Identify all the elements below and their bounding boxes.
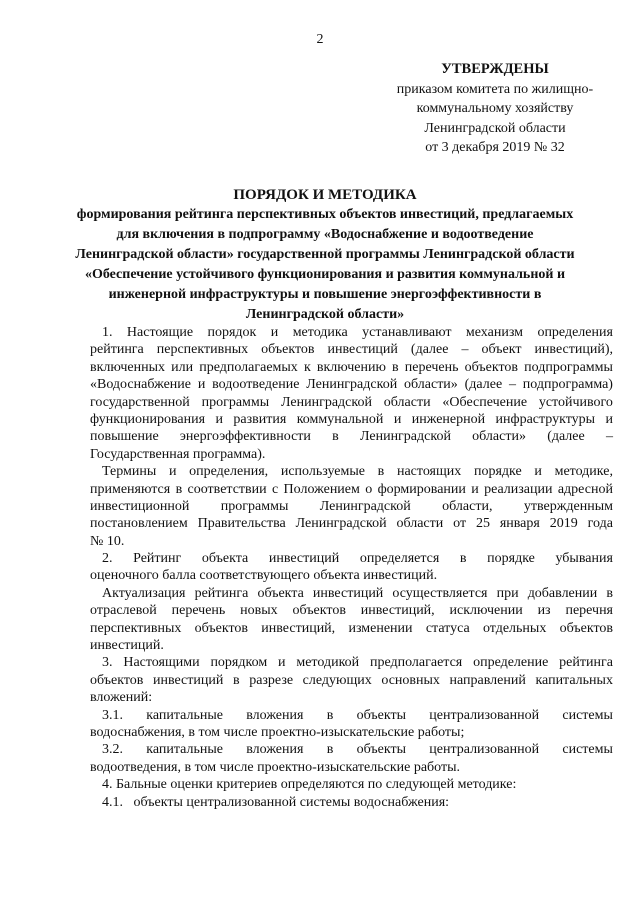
paragraph-line: № 10.: [90, 533, 125, 549]
paragraph-line: постановлением Правительства Ленинградской области от 25 января 2019 года: [90, 516, 613, 532]
title-line: Ленинградской области» государственной программы Ленинградской области: [75, 247, 575, 262]
paragraph: [90, 585, 613, 655]
paragraph-line: 4.1. объекты централизованной системы водоснабжения:: [102, 794, 450, 810]
paragraph-line: 3.1. капитальные вложения в объекты централизованной системы: [102, 707, 613, 723]
paragraph-line: 2. Рейтинг объекта инвестиций определяется в порядке убывания: [102, 551, 613, 567]
title-main: ПОРЯДОК И МЕТОДИКА: [233, 187, 417, 203]
approval-line: Ленинградской области: [424, 120, 566, 136]
page-number: 2: [316, 32, 324, 47]
title-line: Ленинградской области»: [245, 307, 405, 322]
paragraph: [90, 550, 613, 585]
approval-line: приказом комитета по жилищно-: [396, 81, 594, 97]
paragraph: [90, 707, 613, 742]
title-line: для включения в подпрограмму «Водоснабжение и водоотведение: [116, 227, 534, 242]
paragraph-line: вложений:: [90, 690, 153, 706]
paragraph: [90, 794, 613, 811]
paragraph-line: водоснабжения, в том числе проектно-изыскательские работы;: [90, 724, 465, 740]
paragraph: [90, 776, 613, 793]
paragraph: [90, 324, 613, 463]
paragraph-line: применяются в соответствии с Положением о формировании и реализации адресной: [90, 481, 613, 497]
paragraph-line: инвестиций.: [90, 638, 164, 654]
paragraph-line: оценочного балла соответствующего объекта инвестиций.: [90, 568, 438, 584]
paragraph-line: Государственная программа).: [90, 446, 266, 462]
title-line: «Обеспечение устойчивого функционирования и развития коммунальной и: [84, 267, 566, 282]
paragraph-line: «Водоснабжение и водоотведение Ленинградской области» (далее – подпрограмма): [90, 377, 613, 393]
paragraph-line: включенных или предполагаемых к включению в перечень объектов подпрограммы: [90, 359, 613, 375]
paragraph-line: отраслевой перечень новых объектов инвестиций, исключении из перечня: [90, 603, 613, 619]
paragraph-line: 4. Бальные оценки критериев определяются по следующей методике:: [102, 777, 517, 793]
paragraph-line: Термины и определения, используемые в настоящих порядке и методике,: [102, 464, 613, 480]
title-line: формирования рейтинга перспективных объектов инвестиций, предлагаемых: [76, 207, 574, 222]
paragraph-line: 3. Настоящими порядком и методикой предполагается определение рейтинга: [102, 655, 613, 671]
paragraph-line: инвестиционной программы Ленинградской области, утвержденным: [90, 498, 613, 514]
paragraph-line: объектов инвестиций в разрезе следующих основных направлений капитальных: [90, 672, 613, 688]
paragraph: [90, 741, 613, 776]
title-line: инженерной инфраструктуры и повышение энергоэффективности в: [108, 287, 542, 302]
paragraph-line: функционирования и развития коммунальной и инженерной инфраструктуры и: [90, 411, 613, 427]
approval-block: [370, 60, 620, 158]
approval-line: от 3 декабря 2019 № 32: [425, 140, 565, 155]
document-body: [90, 324, 613, 811]
paragraph-line: 1. Настоящие порядок и методика устанавливают механизм определения: [102, 325, 613, 340]
approval-heading: УТВЕРЖДЕНЫ: [441, 61, 549, 77]
paragraph-line: 3.2. капитальные вложения в объекты централизованной системы: [102, 742, 613, 758]
paragraph-line: рейтинга перспективных объектов инвестиций (далее – объект инвестиций),: [90, 342, 613, 358]
paragraph: [90, 463, 613, 550]
paragraph-line: водоотведения, в том числе проектно-изыскательские работы.: [90, 759, 461, 775]
approval-line: коммунальному хозяйству: [416, 101, 574, 116]
paragraph-line: Актуализация рейтинга объекта инвестиций осуществляется при добавлении в: [102, 585, 613, 601]
paragraph-line: государственной программы Ленинградской области «Обеспечение устойчивого: [90, 394, 613, 410]
paragraph-line: повышение энергоэффективности в Ленинградской области» (далее –: [90, 429, 613, 445]
paragraph-line: перспективных объектов инвестиций, изменении статуса отдельных объектов: [90, 620, 613, 636]
paragraph: [90, 654, 613, 706]
document-title: [40, 185, 610, 325]
